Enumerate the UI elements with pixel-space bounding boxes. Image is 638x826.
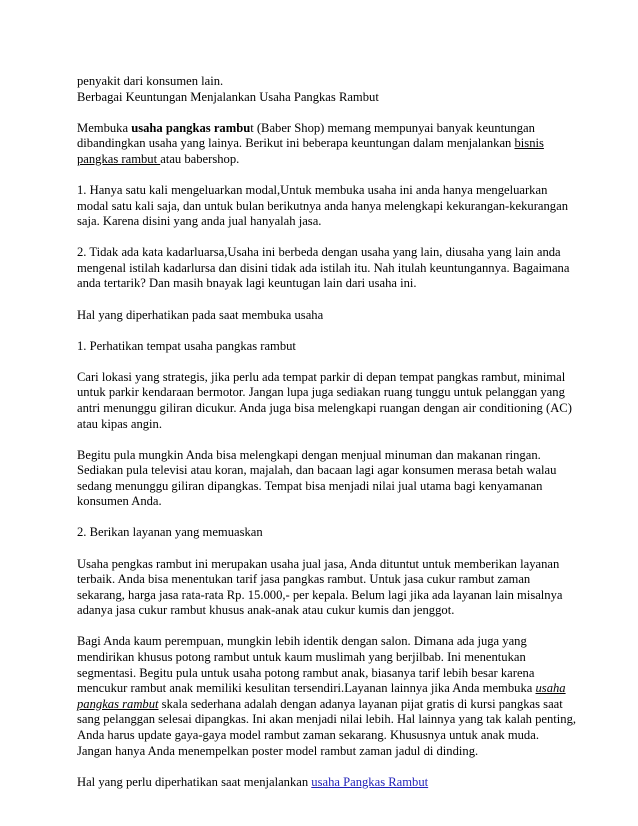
text-run: t (Baber Shop) memang mempunyai banyak keuntungan dibandingkan usaha yang lainya. Berikut ini beberapa keuntungan dalam menjalankan (77, 120, 535, 151)
usaha-pangkas-rambut-link[interactable]: usaha pangkas rambut (77, 681, 566, 711)
paragraph-service: Usaha pengkas rambut ini merupakan usaha jual jasa, Anda dituntut untuk memberikan layanan terbaik. Anda bisa menentukan tarif jasa pangkas rambut. Untuk jasa cukur rambut zaman sekarang, harga jasa rata-rata Rp. 15.000,- per kepala. Belum lagi jika ada layanan lain misalnya adanya jasa cukur rambut khusus anak-anak atau cukur kumis dan jenggot. (77, 556, 563, 618)
paragraph-intro (77, 121, 577, 168)
paragraph-point-2: 2. Tidak ada kata kadarluarsa,Usaha ini berbeda dengan usaha yang lain, diusaha yang lain anda mengenal istilah kadarlursa dan disini tidak ada istilah itu. Nah itulah keuntungannya. Bagaimana anda tertarik? Dan masih bnayak lagi keuntugan lain dari usaha ini. (77, 245, 570, 291)
bisnis-pangkas-rambut-link[interactable]: bisnis pangkas rambut (77, 136, 544, 166)
bold-keyword: usaha pangkas rambu (131, 120, 251, 135)
paragraph-location: Cari lokasi yang strategis, jika perlu ada tempat parkir di depan tempat pangkas rambut, minimal untuk parkir kendaraan bermotor. Jangan lupa juga sediakan ruang tunggu untuk pelanggan yang antri menunggu giliran dicukur. Anda juga bisa melengkapi ruangan dengan air conditioning (AC) atau kipas angin. (77, 369, 572, 431)
paragraph-point-1: 1. Hanya satu kali mengeluarkan modal,Untuk membuka usaha ini anda hanya mengeluarkan modal satu kali saja, dan untuk bulan berikutnya anda hanya melengkapi kekurangan-kekurangan saja. Karena disini yang anda jual hanyalah jasa. (77, 182, 568, 229)
paragraph-segmentation (77, 634, 577, 759)
subheading-opening: Hal yang diperhatikan pada saat membuka usaha (77, 307, 324, 322)
document-page (77, 74, 577, 806)
paragraph-closing (77, 775, 577, 791)
usaha-pangkas-rambut-blue-link[interactable]: usaha Pangkas Rambut (311, 774, 429, 789)
text-run: Bagi Anda kaum perempuan, mungkin lebih identik dengan salon. Dimana ada juga yang mendirikan khusus potong rambut untuk kaum muslimah yang berjilbab. Ini menentukan segmentasi. Begitu pula untuk usaha potong rambut anak, biasanya tarif lebih besar karena mencukur rambut anak memiliki kesulitan tersendiri.Layanan lainnya jika Anda membuka (77, 634, 536, 696)
subheading-location: 1. Perhatikan tempat usaha pangkas rambut (77, 338, 296, 353)
text-run: Membuka (77, 120, 132, 135)
subheading-service: 2. Berikan layanan yang memuaskan (77, 525, 263, 540)
intro-line: penyakit dari konsumen lain. (77, 74, 224, 88)
text-run: skala sederhana adalah dengan adanya layanan pijat gratis di kursi pangkas saat sang pelanggan selesai dipangkas. Ini akan menjadi nilai lebih. Hal lainnya yang tak kalah penting, Anda harus update gaya-gaya model rambut zaman sekarang. Khususnya untuk anak muda. Jangan hanya Anda menempelkan poster model rambut zaman jadul di dinding. (77, 696, 577, 758)
paragraph-amenities: Begitu pula mungkin Anda bisa melengkapi dengan menjual minuman dan makanan ringan. Sediakan pula televisi atau koran, majalah, dan bacaan lagi agar konsumen merasa betah walau sedang menunggu giliran dipangkas. Tempat bisa menjadi nilai jual utama bagi kenyamanan konsumen Anda. (77, 447, 557, 509)
text-run: atau babershop. (160, 151, 240, 166)
section-heading: Berbagai Keuntungan Menjalankan Usaha Pangkas Rambut (77, 89, 379, 104)
text-run: Hal yang perlu diperhatikan saat menjalankan (77, 774, 312, 789)
